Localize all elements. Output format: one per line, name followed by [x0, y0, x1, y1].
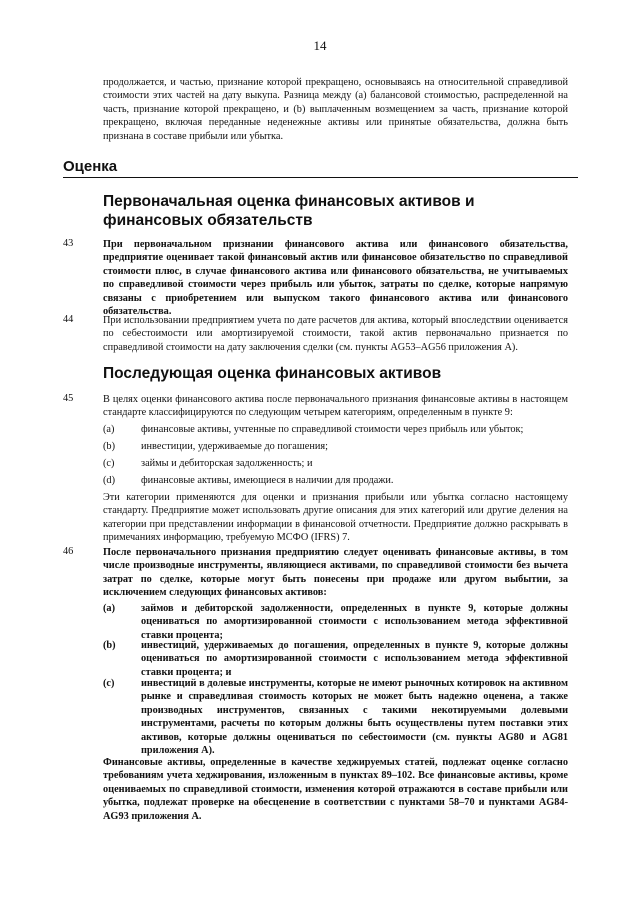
list-item-label: (c): [103, 458, 115, 469]
paragraph-46-continuation: Финансовые активы, определенные в качестве хеджируемых статей, подлежат оценке согласно требованиям учета хеджирования, изложенным в пунктах 89–102. Все финансовые активы, кроме оцениваемых по справедливой стоимости, изменения которой отражаются в составе прибыли или убытка, подлежат проверке на обесценение в соответствии с пунктами 58–70 и пунктами AG84-AG93 приложения А.: [103, 757, 568, 822]
paragraph-43: При первоначальном признании финансового актива или финансового обязательства, предприятие оценивает такой финансовый актив или финансовое обязательство по справедливой стоимости плюс, в случае финансового актива или финансового обязательства, не учитываемых по справедливой стоимости через прибыль или убыток, затраты по сделке, которые напрямую связаны с приобретением или выпуском такого финансового актива или финансового обязательства.: [103, 239, 568, 318]
paragraph-44: При использовании предприятием учета по дате расчетов для актива, который впоследствии оценивается по себестоимости или амортизируемой стоимости, такой актив первоначально признается по справедливой стоимости на дату заключения сделки (см. пункты AG53–AG56 приложения А).: [103, 315, 568, 353]
paragraph-46: После первоначального признания предприятию следует оценивать финансовые активы, в том числе производные инструменты, являющиеся активами, по справедливой стоимости без вычета затрат по сделке, которые могут быть понесены при продаже или другом выбытии, за исключением следующих финансовых активов:: [103, 547, 568, 599]
list-item-label: (d): [103, 475, 116, 486]
paragraph-45-continuation: Эти категории применяются для оценки и признания прибыли или убытка согласно настоящему стандарту. Предприятие может использовать другие описания для этих категорий или другие деления на категории при представлении информации в финансовой отчетности. Предприятие должно раскрывать в примечаниях информацию, требуемую МСФО (IFRS) 7.: [103, 492, 568, 544]
section-rule: [63, 177, 578, 178]
paragraph-number-46: 46: [63, 546, 74, 557]
list-item-label: (b): [103, 640, 116, 651]
subsection-heading-subsequent-measurement: Последующая оценка финансовых активов: [103, 365, 442, 382]
section-heading: Оценка: [63, 158, 118, 175]
list-item-text: займы и дебиторская задолженность; и: [141, 458, 313, 469]
list-item-text: займов и дебиторской задолженности, определенных в пункте 9, которые должны оцениваться по амортизированной стоимости с использованием метода эффективной ставки процента;: [141, 603, 568, 641]
list-item-label: (c): [103, 678, 115, 689]
list-item-label: (a): [103, 603, 116, 614]
list-item-text: инвестиций в долевые инструменты, которые не имеют рыночных котировок на активном рынке и справедливая стоимость которых не может быть надежно оценена, а также производных инструментов, связанных с такими некотируемыми долевыми инструментами, расчеты по которым должны быть осуществлены путем поставки этих активов, которые должны оцениваться по себестоимости (см. пункты AG80 и AG81 приложения А).: [141, 678, 568, 757]
paragraph-number-43: 43: [63, 238, 74, 249]
paragraph-45: В целях оценки финансового актива после первоначального признания финансовые активы в настоящем стандарте классифицируются по следующим четырем категориям, определенным в пункте 9:: [103, 394, 568, 419]
paragraph-number-44: 44: [63, 314, 74, 325]
subsection-heading-initial-measurement: Первоначальная оценка финансовых активов и финансовых обязательств: [103, 193, 475, 229]
page-number: 14: [313, 38, 327, 53]
list-item-text: инвестиции, удерживаемые до погашения;: [141, 441, 328, 452]
paragraph-number-45: 45: [63, 393, 74, 404]
list-item-text: инвестиций, удерживаемых до погашения, определенных в пункте 9, которые должны оцениваться по амортизированной стоимости с использованием метода эффективной ставки процента; и: [141, 640, 568, 678]
intro-paragraph: продолжается, и частью, признание которой прекращено, основываясь на относительной справедливой стоимости этих частей на дату выкупа. Разница между (а) балансовой стоимостью, распределенной на часть, признание которой прекращено, и (b) выплаченным возмещением за часть, признание которой прекращено, включая переданные неденежные активы или принятые обязательства, должна быть признана в составе прибыли или убытка.: [103, 77, 568, 142]
list-item-text: финансовые активы, учтенные по справедливой стоимости через прибыль или убыток;: [141, 424, 524, 435]
list-item-label: (a): [103, 424, 115, 435]
list-item-label: (b): [103, 441, 116, 452]
list-item-text: финансовые активы, имеющиеся в наличии для продажи.: [141, 475, 394, 486]
